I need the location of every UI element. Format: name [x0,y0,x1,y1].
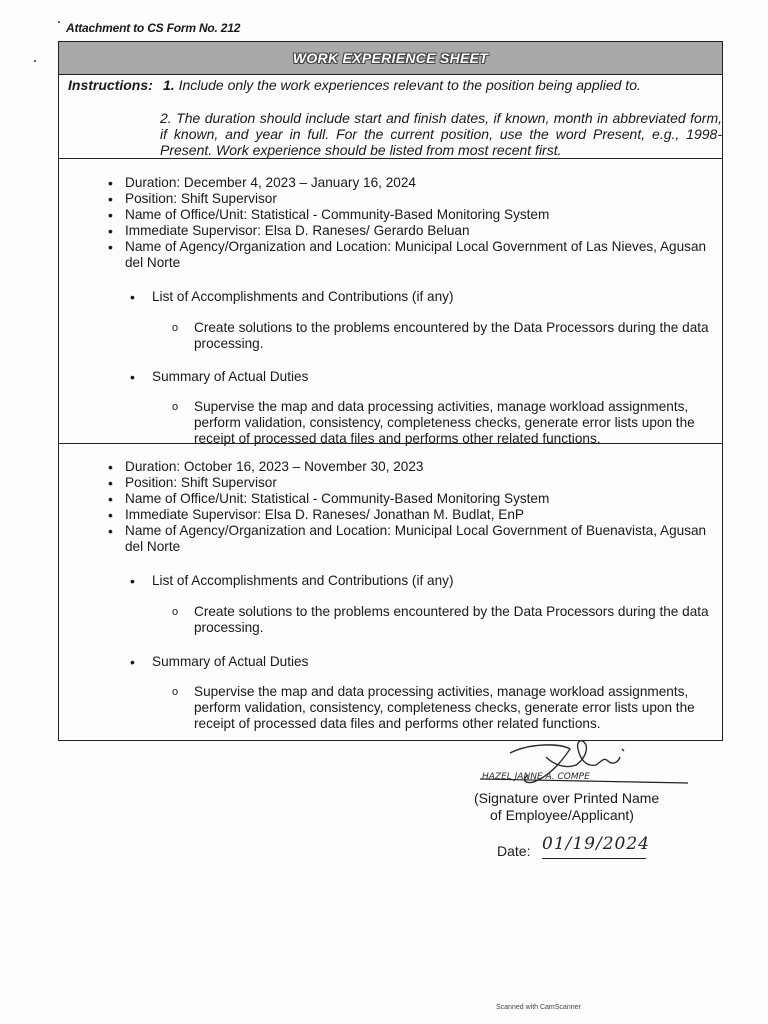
entry-1-details [108,175,720,271]
entry-divider [59,443,722,444]
accomplishments-label: • List of Accomplishments and Contributions (if any) [130,573,453,589]
date-label: Date: [497,843,531,859]
accomplishment-item: o Create solutions to the problems encountered by the Data Processors during the data processing. [172,604,730,636]
entry-supervisor: • Immediate Supervisor: Elsa D. Raneses/ Jonathan M. Budlat, EnP [108,507,720,523]
entry-position: • Position: Shift Supervisor [108,191,720,207]
scan-speck [58,21,60,23]
instruction-1-text: Include only the work experiences relevant to the position being applied to. [178,77,641,93]
form-title: WORK EXPERIENCE SHEET [59,42,722,75]
date-value: 01/19/2024 [542,834,646,859]
duties-label: • Summary of Actual Duties [130,369,308,385]
entry-agency: • Name of Agency/Organization and Location: Municipal Local Government of Las Nieves, Agusan del Norte [108,239,720,271]
entry-duration: • Duration: October 16, 2023 – November 30, 2023 [108,459,720,475]
accomplishment-item: o Create solutions to the problems encountered by the Data Processors during the data processing. [172,320,730,352]
scan-speck [34,60,36,62]
handwritten-signature [470,735,710,795]
work-experience-form [58,41,723,741]
attachment-label: Attachment to CS Form No. 212 [66,21,241,35]
instruction-2 [160,110,722,158]
instruction-2-text: The duration should include start and finish dates, if known, month in abbreviated form, if known, and year in full. For the current position, use the word Present, e.g., 1998-Present. Work experience should be listed from most recent first. [160,110,723,158]
signature-caption-line-2: of Employee/Applicant) [490,807,634,823]
scanner-stamp: Scanned with CamScanner [496,1004,581,1011]
entry-2-details [108,459,720,555]
instruction-1-number: 1. [163,77,175,93]
entry-agency: • Name of Agency/Organization and Location: Municipal Local Government of Buenavista, Agusan del Norte [108,523,720,555]
instructions-label: Instructions: [68,77,153,93]
entry-office: • Name of Office/Unit: Statistical - Community-Based Monitoring System [108,491,720,507]
entry-position: • Position: Shift Supervisor [108,475,720,491]
entry-supervisor: • Immediate Supervisor: Elsa D. Raneses/ Gerardo Beluan [108,223,720,239]
entry-office: • Name of Office/Unit: Statistical - Community-Based Monitoring System [108,207,720,223]
entry-duration: • Duration: December 4, 2023 – January 16, 2024 [108,175,720,191]
instructions-divider [59,158,722,159]
accomplishments-label: • List of Accomplishments and Contributions (if any) [130,289,453,305]
duties-label: • Summary of Actual Duties [130,654,308,670]
duty-item: o Supervise the map and data processing activities, manage workload assignments, perform validation, consistency, completeness checks, generate error lists upon the receipt of processed data files and performs other related functions. [172,399,730,447]
signature-printed-name: HAZEL JANNE A. COMPE [482,772,590,782]
duty-item: o Supervise the map and data processing activities, manage workload assignments, perform validation, consistency, completeness checks, generate error lists upon the receipt of processed data files and performs other related functions. [172,684,730,732]
instruction-1 [163,77,719,93]
signature-caption-line-1: (Signature over Printed Name [474,790,660,806]
instruction-2-number: 2. [160,110,172,126]
